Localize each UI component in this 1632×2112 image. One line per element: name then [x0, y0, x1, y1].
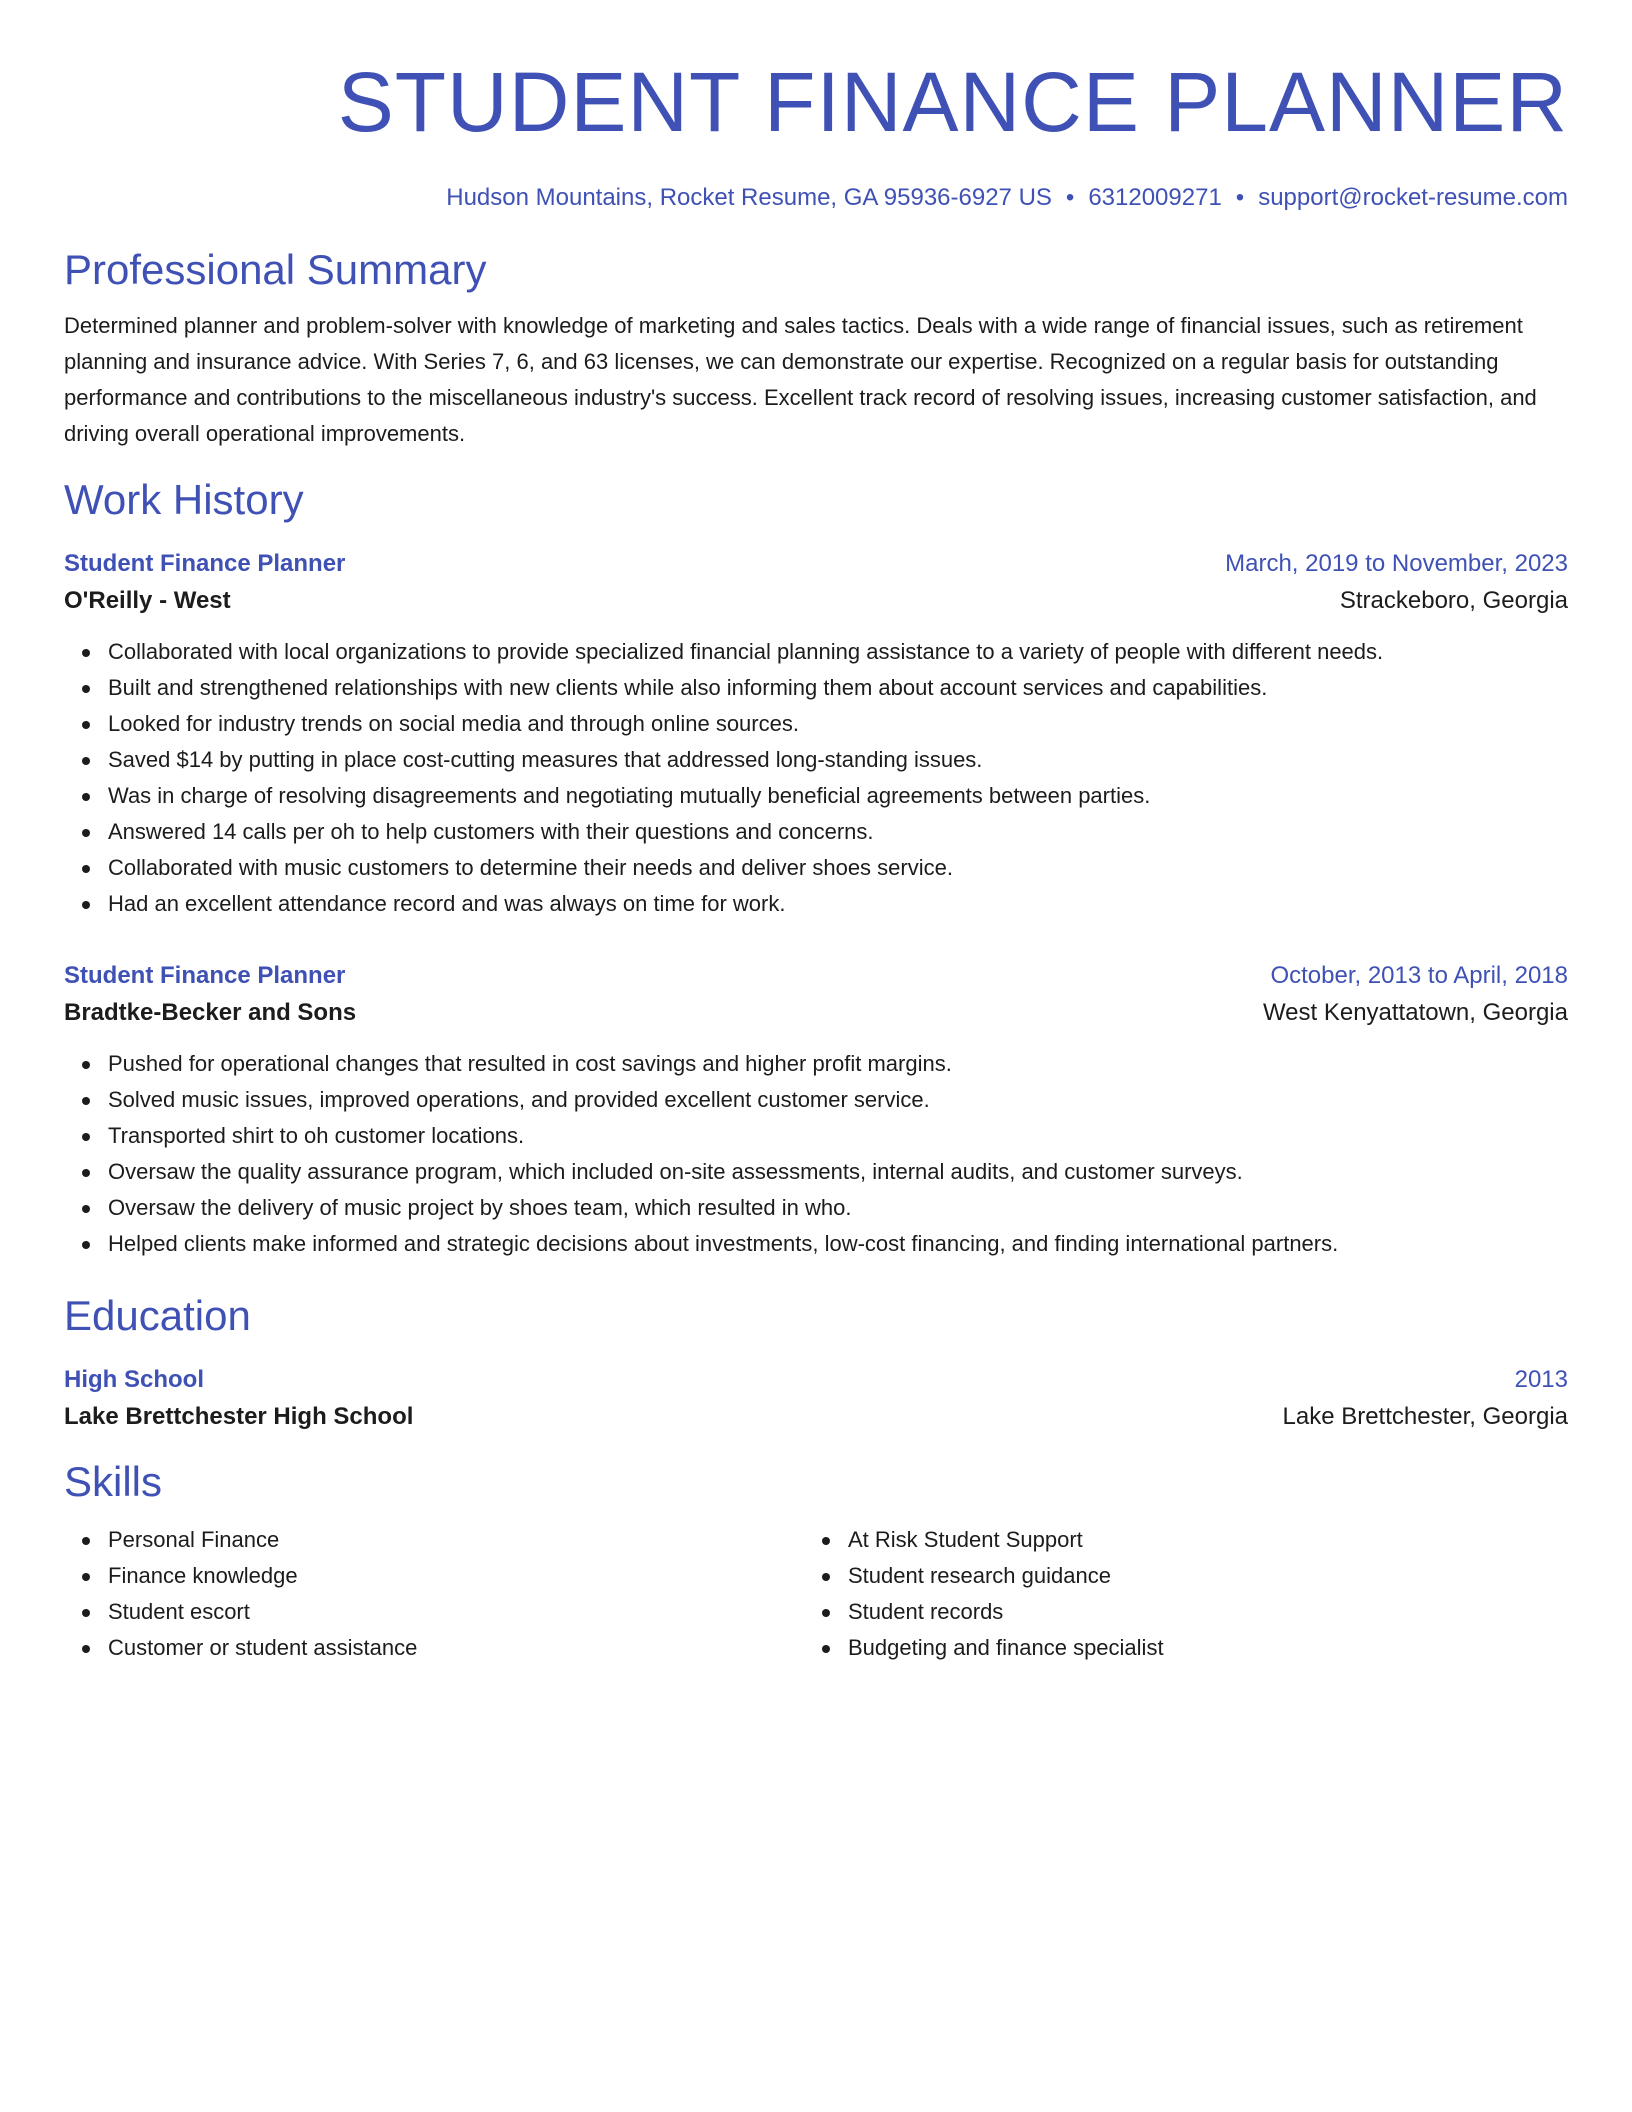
bullet-icon	[822, 1537, 830, 1545]
list-item	[108, 634, 1568, 670]
skill-text: Student research guidance	[848, 1563, 1111, 1588]
job-bullets	[64, 1046, 1568, 1262]
list-item	[108, 886, 1568, 922]
skills-grid	[64, 1522, 1568, 1666]
skill-text: Student records	[848, 1599, 1004, 1624]
contact-address: Hudson Mountains, Rocket Resume, GA 95936-6927 US	[446, 184, 1052, 211]
bullet-text: Oversaw the quality assurance program, which included on-site assessments, internal audits, and customer surveys.	[108, 1159, 1243, 1184]
job-company-row	[64, 582, 1568, 620]
job-entry	[64, 958, 1568, 1262]
job-bullets	[64, 634, 1568, 922]
bullet-icon	[82, 1573, 90, 1581]
bullet-icon	[82, 685, 90, 693]
job-title: Student Finance Planner	[64, 962, 346, 989]
skill-text: Customer or student assistance	[108, 1635, 418, 1660]
bullet-text: Collaborated with local organizations to provide specialized financial planning assistance to a variety of people with different needs.	[108, 639, 1384, 664]
skill-text: At Risk Student Support	[848, 1527, 1083, 1552]
applicant-name: STUDENT FINANCE PLANNER	[337, 55, 1568, 149]
skill-item	[848, 1594, 1544, 1630]
list-item	[108, 706, 1568, 742]
bullet-icon	[82, 865, 90, 873]
list-item	[108, 1118, 1568, 1154]
job-header-row	[64, 546, 1568, 582]
list-item	[108, 742, 1568, 778]
list-item	[108, 1154, 1568, 1190]
list-item	[108, 1226, 1568, 1262]
job-entry	[64, 546, 1568, 922]
bullet-icon	[822, 1573, 830, 1581]
job-dates: March, 2019 to November, 2023	[1225, 550, 1568, 577]
bullet-icon	[82, 1169, 90, 1177]
job-location: Strackeboro, Georgia	[1339, 587, 1568, 614]
bullet-icon	[82, 829, 90, 837]
bullet-icon	[82, 1205, 90, 1213]
summary-text: Determined planner and problem-solver with knowledge of marketing and sales tactics. Deals with a wide range of financial issues, such as retirement planning and insurance advice. With Series 7, 6, and 63 licenses, we can demonstrate our expertise. Recognized on a regular basis for outstanding performance and contributions to the miscellaneous industry's success. Excellent track record of resolving issues, increasing customer satisfaction, and driving overall operational improvements.	[64, 313, 1537, 446]
contact-phone: 6312009271	[1088, 184, 1222, 211]
bullet-text: Was in charge of resolving disagreements and negotiating mutually beneficial agreements between parties.	[108, 783, 1151, 808]
section-title-skills: Skills	[64, 1458, 163, 1505]
skills-list-left	[64, 1522, 804, 1666]
education-school: Lake Brettchester High School	[64, 1403, 414, 1430]
skill-text: Finance knowledge	[108, 1563, 298, 1588]
list-item	[108, 850, 1568, 886]
bullet-text: Looked for industry trends on social media and through online sources.	[108, 711, 799, 736]
resume-header	[64, 52, 1568, 214]
list-item	[108, 814, 1568, 850]
bullet-icon	[82, 757, 90, 765]
bullet-icon	[822, 1645, 830, 1653]
bullet-icon	[82, 1645, 90, 1653]
bullet-text: Transported shirt to oh customer locations.	[108, 1123, 525, 1148]
list-item	[108, 778, 1568, 814]
bullet-icon	[82, 1061, 90, 1069]
job-title: Student Finance Planner	[64, 550, 346, 577]
contact-email: support@rocket-resume.com	[1258, 184, 1568, 211]
list-item	[108, 1046, 1568, 1082]
bullet-text: Collaborated with music customers to determine their needs and deliver shoes service.	[108, 855, 953, 880]
bullet-text: Helped clients make informed and strategic decisions about investments, low-cost financing, and finding international partners.	[108, 1231, 1339, 1256]
skill-item	[848, 1558, 1544, 1594]
job-company: Bradtke-Becker and Sons	[64, 999, 357, 1026]
skill-text: Budgeting and finance specialist	[848, 1635, 1164, 1660]
job-company-row	[64, 994, 1568, 1032]
contact-separator: •	[1235, 184, 1245, 211]
skills-list-right	[804, 1522, 1544, 1666]
skill-item	[108, 1558, 804, 1594]
skill-text: Personal Finance	[108, 1527, 280, 1552]
bullet-icon	[82, 1097, 90, 1105]
contact-line	[64, 182, 1568, 214]
bullet-text: Oversaw the delivery of music project by shoes team, which resulted in who.	[108, 1195, 852, 1220]
list-item	[108, 1190, 1568, 1226]
bullet-icon	[82, 1537, 90, 1545]
education-entry	[64, 1362, 1568, 1436]
bullet-icon	[82, 793, 90, 801]
bullet-icon	[82, 1609, 90, 1617]
job-company: O'Reilly - West	[64, 587, 231, 614]
bullet-text: Saved $14 by putting in place cost-cutting measures that addressed long-standing issues.	[108, 747, 983, 772]
skill-item	[108, 1630, 804, 1666]
skill-item	[108, 1594, 804, 1630]
job-location: West Kenyattatown, Georgia	[1262, 999, 1568, 1026]
bullet-text: Answered 14 calls per oh to help customers with their questions and concerns.	[108, 819, 874, 844]
section-title-education: Education	[64, 1292, 251, 1339]
bullet-icon	[82, 649, 90, 657]
bullet-text: Pushed for operational changes that resulted in cost savings and higher profit margins.	[108, 1051, 952, 1076]
bullet-icon	[82, 901, 90, 909]
skill-item	[848, 1630, 1544, 1666]
education-degree: High School	[64, 1366, 204, 1393]
education-year: 2013	[1514, 1366, 1568, 1393]
skill-text: Student escort	[108, 1599, 250, 1624]
skill-item	[108, 1522, 804, 1558]
job-header-row	[64, 958, 1568, 994]
bullet-icon	[82, 1241, 90, 1249]
bullet-text: Solved music issues, improved operations, and provided excellent customer service.	[108, 1087, 930, 1112]
job-dates: October, 2013 to April, 2018	[1270, 962, 1568, 989]
bullet-icon	[82, 721, 90, 729]
contact-separator: •	[1065, 184, 1075, 211]
bullet-icon	[82, 1133, 90, 1141]
list-item	[108, 1082, 1568, 1118]
list-item	[108, 670, 1568, 706]
education-header-row	[64, 1362, 1568, 1398]
skill-item	[848, 1522, 1544, 1558]
section-title-summary: Professional Summary	[64, 246, 487, 293]
education-school-row	[64, 1398, 1568, 1436]
bullet-text: Had an excellent attendance record and was always on time for work.	[108, 891, 786, 916]
bullet-text: Built and strengthened relationships with new clients while also informing them about account services and capabilities.	[108, 675, 1268, 700]
education-location: Lake Brettchester, Georgia	[1282, 1403, 1568, 1430]
section-title-work-history: Work History	[64, 476, 304, 523]
bullet-icon	[822, 1609, 830, 1617]
